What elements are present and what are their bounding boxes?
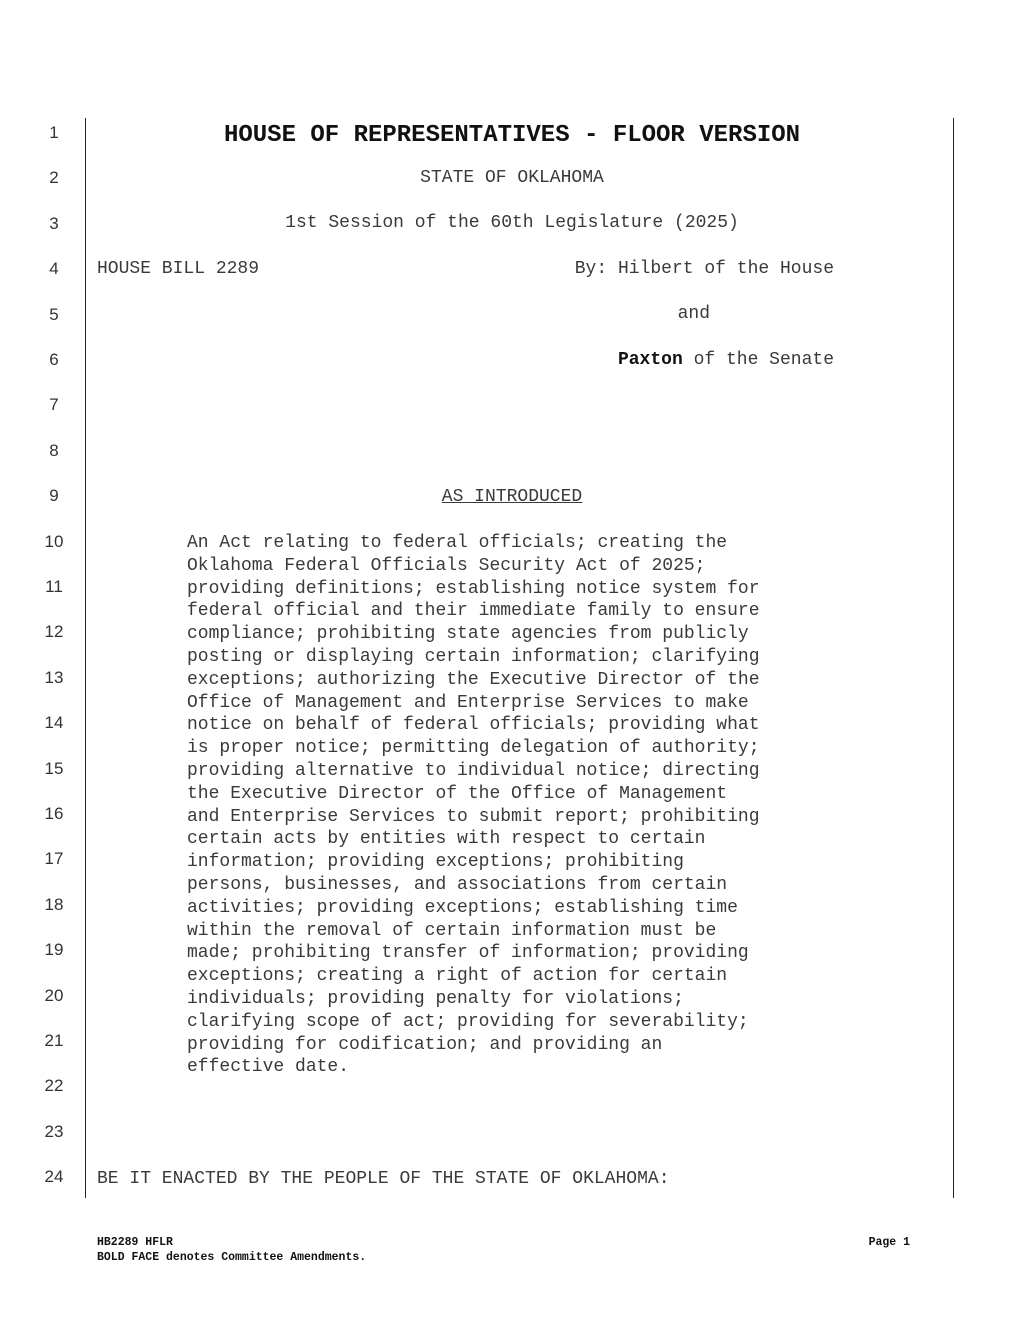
act-title-line: notice on behalf of federal officials; providing what (187, 715, 760, 736)
senate-author-name: Paxton (617, 350, 683, 370)
right-margin-rule (953, 118, 954, 1198)
line-number: 22 (44, 1076, 64, 1096)
line-number: 5 (49, 304, 59, 324)
line-number: 9 (49, 486, 59, 506)
line-number: 14 (44, 713, 64, 733)
footer-bill-code: HB2289 HFLR (97, 1236, 173, 1249)
act-title-line: providing definitions; establishing notice system for (187, 578, 760, 599)
line-number: 4 (49, 259, 59, 279)
senate-author-suffix: of the Senate (682, 350, 834, 370)
state-name: STATE OF OKLAHOMA (420, 168, 604, 188)
left-margin-rule (85, 118, 86, 1198)
act-title-paragraph (187, 532, 837, 1079)
act-title-line: information; providing exceptions; prohibiting (187, 852, 684, 873)
enacting-clause: BE IT ENACTED BY THE PEOPLE OF THE STATE OF OKLAHOMA: (97, 1169, 670, 1189)
act-title-line: Office of Management and Enterprise Services to make (187, 692, 749, 713)
act-title-line: providing alternative to individual notice; directing (187, 760, 760, 781)
line-number: 16 (44, 804, 64, 823)
line-number: 3 (49, 213, 59, 233)
footer-amendment-note: BOLD FACE denotes Committee Amendments. (97, 1251, 367, 1264)
line-number: 7 (49, 395, 59, 415)
line-number: 8 (49, 440, 59, 460)
line-number: 24 (44, 1167, 64, 1187)
act-title-line: providing for codification; and providing an (187, 1034, 663, 1055)
author-conjunction: and (677, 304, 710, 324)
line-number: 6 (49, 350, 59, 369)
act-title-line: Oklahoma Federal Officials Security Act of 2025; (187, 555, 706, 576)
bill-number: HOUSE BILL 2289 (97, 259, 260, 279)
act-title-line: made; prohibiting transfer of information; providing (187, 943, 749, 964)
line-number: 13 (44, 667, 64, 687)
act-title-line: the Executive Director of the Office of Management (187, 783, 728, 804)
act-title-line: within the removal of certain information must be (187, 920, 717, 941)
line-number: 17 (44, 849, 64, 869)
line-number: 20 (44, 985, 64, 1005)
act-title-line: certain acts by entities with respect to certain (187, 829, 706, 850)
line-number: 11 (45, 577, 63, 596)
line-number: 12 (44, 622, 64, 642)
house-author: By: Hilbert of the House (574, 259, 834, 279)
act-title-line: and Enterprise Services to submit report; prohibiting (187, 806, 760, 827)
act-title-line: individuals; providing penalty for violations; (187, 988, 684, 1009)
act-title-line: compliance; prohibiting state agencies from publicly (187, 624, 749, 645)
session-line: 1st Session of the 60th Legislature (2025) (285, 213, 739, 233)
act-title-line: exceptions; authorizing the Executive Director of the (187, 669, 760, 690)
act-title-line: effective date. (187, 1057, 350, 1078)
act-title-line: exceptions; creating a right of action for certain (187, 966, 728, 987)
bill-status-text: AS INTRODUCED (441, 487, 583, 507)
line-number: 10 (44, 531, 64, 551)
act-title-line: posting or displaying certain information; clarifying (187, 646, 760, 667)
act-title-line: is proper notice; permitting delegation of authority; (187, 738, 760, 759)
line-number: 19 (44, 940, 64, 960)
act-title-line: An Act relating to federal officials; creating the (187, 533, 728, 553)
line-number: 2 (49, 168, 59, 188)
act-title-line: persons, businesses, and associations from certain (187, 874, 728, 895)
bill-status-heading (96, 487, 928, 507)
line-number: 21 (44, 1031, 64, 1050)
line-number: 1 (49, 123, 59, 142)
line-number: 15 (44, 758, 64, 778)
act-title-line: federal official and their immediate family to ensure (187, 601, 760, 622)
line-number: 23 (44, 1121, 64, 1141)
line-number: 18 (44, 894, 64, 914)
document-title: HOUSE OF REPRESENTATIVES - FLOOR VERSION (223, 122, 801, 149)
act-title-line: activities; providing exceptions; establishing time (187, 897, 738, 918)
footer-page-number: Page 1 (868, 1236, 910, 1249)
senate-author (618, 350, 834, 370)
act-title-line: clarifying scope of act; providing for severability; (187, 1011, 749, 1032)
